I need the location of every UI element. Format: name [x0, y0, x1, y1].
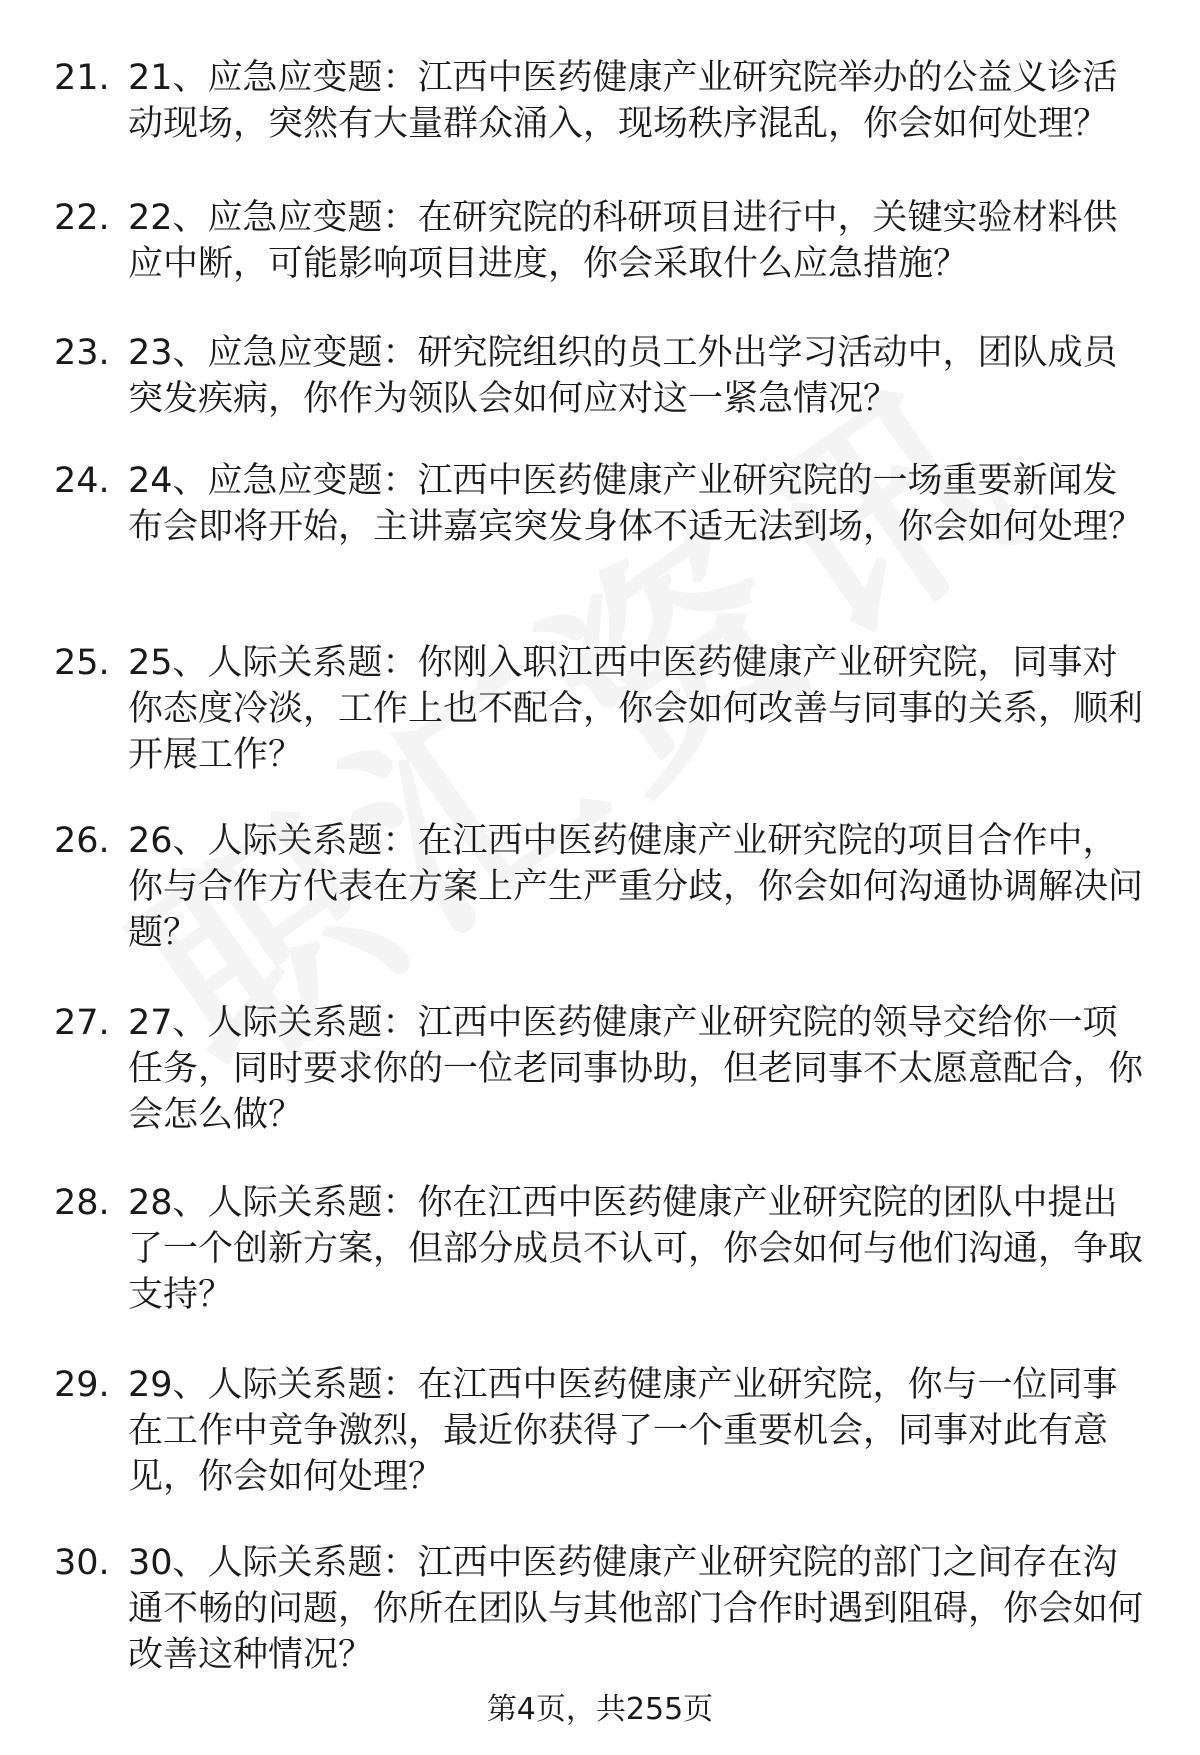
- question-number: 29.: [54, 1365, 110, 1405]
- question-number: 25.: [54, 643, 110, 683]
- question-number: 28.: [54, 1183, 110, 1223]
- question-text: 28、人际关系题：你在江西中医药健康产业研究院的团队中提出了一个创新方案，但部分成员不认可，你会如何与他们沟通，争取支持？: [128, 1183, 1144, 1315]
- question-text: 30、人际关系题：江西中医药健康产业研究院的部门之间存在沟通不畅的问题，你所在团队与其他部门合作时遇到阻碍，你会如何改善这种情况？: [128, 1543, 1144, 1675]
- question-number: 27.: [54, 1003, 110, 1043]
- question-number: 21.: [54, 58, 110, 98]
- question-text: 23、应急应变题：研究院组织的员工外出学习活动中，团队成员突发疾病，你作为领队会如何应对这一紧急情况？: [128, 333, 1118, 419]
- question-text: 29、人际关系题：在江西中医药健康产业研究院，你与一位同事在工作中竞争激烈，最近你获得了一个重要机会，同事对此有意见，你会如何处理？: [128, 1365, 1118, 1497]
- question-text: 26、人际关系题：在江西中医药健康产业研究院的项目合作中，你与合作方代表在方案上产生严重分歧，你会如何沟通协调解决问题？: [128, 821, 1144, 953]
- question-number: 26.: [54, 821, 110, 861]
- question-text: 24、应急应变题：江西中医药健康产业研究院的一场重要新闻发布会即将开始，主讲嘉宾突发身体不适无法到场，你会如何处理？: [128, 461, 1144, 547]
- question-number: 23.: [54, 333, 110, 373]
- question-number: 22.: [54, 198, 110, 238]
- question-text: 27、人际关系题：江西中医药健康产业研究院的领导交给你一项任务，同时要求你的一位老同事协助，但老同事不太愿意配合，你会怎么做？: [128, 1003, 1144, 1135]
- page-number-footer: 第4页，共255页: [486, 1692, 714, 1727]
- question-number: 30.: [54, 1543, 110, 1583]
- question-text: 25、人际关系题：你刚入职江西中医药健康产业研究院，同事对你态度冷淡，工作上也不配合，你会如何改善与同事的关系，顺利开展工作？: [128, 643, 1144, 775]
- question-text: 21、应急应变题：江西中医药健康产业研究院举办的公益义诊活动现场，突然有大量群众涌入，现场秩序混乱，你会如何处理？: [128, 58, 1118, 144]
- question-number: 24.: [54, 461, 110, 501]
- question-text: 22、应急应变题：在研究院的科研项目进行中，关键实验材料供应中断，可能影响项目进度，你会采取什么应急措施？: [128, 198, 1118, 284]
